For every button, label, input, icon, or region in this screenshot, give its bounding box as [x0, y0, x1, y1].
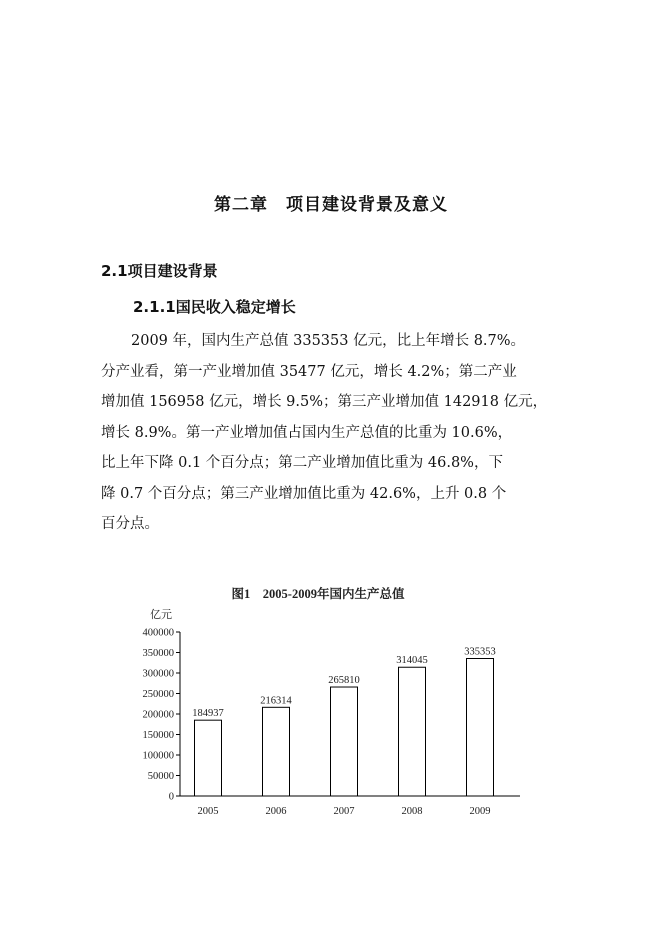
bar — [467, 659, 494, 796]
chapter-title: 第二章 项目建设背景及意义 — [214, 195, 448, 215]
paragraph-line: 分产业看，第一产业增加值 35477 亿元，增长 4.2%；第二产业 — [101, 363, 517, 380]
bar-value-label: 314045 — [396, 655, 428, 667]
section-heading: 2.1项目建设背景 — [101, 262, 218, 280]
bar — [263, 707, 290, 796]
y-tick-label: 0 — [168, 791, 174, 803]
y-tick-label: 50000 — [147, 771, 174, 782]
x-tick-label: 2007 — [333, 806, 355, 817]
paragraph-line: 百分点。 — [101, 516, 159, 532]
y-tick-label: 300000 — [142, 668, 174, 680]
bar-value-label: 265810 — [328, 675, 360, 687]
paragraph-line: 增长 8.9%。第一产业增加值占国内生产总值的比重为 10.6%， — [101, 424, 513, 441]
paragraph-line: 比上年下降 0.1 个百分点；第二产业增加值比重为 46.8%，下 — [101, 455, 503, 471]
paragraph-line: 2009 年，国内生产总值 335353 亿元，比上年增长 8.7%。 — [131, 333, 526, 349]
x-tick-label: 2009 — [469, 806, 491, 817]
y-axis-label: 亿元 — [150, 609, 172, 621]
subsection-heading: 2.1.1国民收入稳定增长 — [133, 298, 296, 316]
x-tick-label: 2008 — [401, 806, 423, 817]
y-tick-label: 200000 — [142, 709, 174, 721]
y-tick-label: 250000 — [142, 689, 174, 700]
bar-value-label: 216314 — [260, 695, 292, 707]
y-tick-label: 400000 — [142, 627, 174, 639]
bar-value-label: 335353 — [464, 646, 496, 658]
bar — [331, 687, 358, 796]
chart-title: 图1 2005-2009年国内生产总值 — [231, 587, 405, 601]
body-paragraph — [101, 326, 561, 540]
gdp-bar-chart — [130, 580, 540, 820]
bar — [195, 720, 222, 796]
paragraph-line: 增加值 156958 亿元，增长 9.5%；第三产业增加值 142918 亿元， — [101, 394, 548, 410]
x-tick-label: 2006 — [265, 806, 287, 817]
y-tick-label: 350000 — [142, 648, 174, 659]
bar-value-label: 184937 — [192, 708, 224, 720]
chart-svg — [130, 580, 540, 820]
y-tick-label: 150000 — [142, 730, 174, 741]
paragraph-line: 降 0.7 个百分点；第三产业增加值比重为 42.6%，上升 0.8 个 — [101, 485, 507, 502]
x-tick-label: 2005 — [197, 806, 219, 817]
y-tick-label: 100000 — [142, 750, 174, 762]
bar — [399, 667, 426, 796]
